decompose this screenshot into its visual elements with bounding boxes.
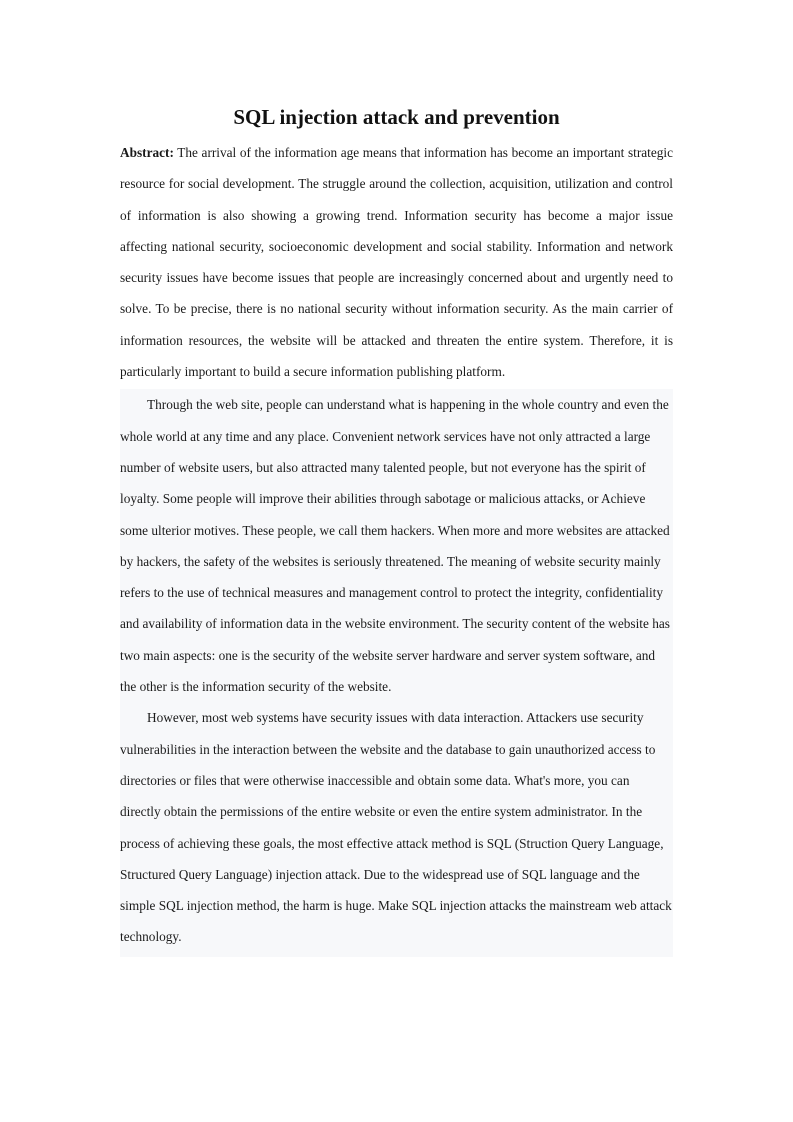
abstract-label: Abstract: (120, 145, 174, 160)
body-section (120, 389, 673, 956)
paper-page (120, 100, 673, 957)
body-paragraph-2: However, most web systems have security issues with data interaction. Attackers use security vulnerabilities in the interaction between the website and the database to gain unauthorized access to directories or files that were otherwise inaccessible and obtain some data. What's more, you can directly obtain the permissions of the entire website or even the entire system administrator. In the process of achieving these goals, the most effective attack method is SQL (Struction Query Language, Structured Query Language) injection attack. Due to the widespread use of SQL language and the simple SQL injection method, the harm is huge. Make SQL injection attacks the mainstream web attack technology. (120, 710, 672, 945)
body-paragraph-1: Through the web site, people can understand what is happening in the whole country and even the whole world at any time and any place. Convenient network services have not only attracted a large number of website users, but also attracted many talented people, but not everyone has the spirit of loyalty. Some people will improve their abilities through sabotage or malicious attacks, or Achieve some ulterior motives. These people, we call them hackers. When more and more websites are attacked by hackers, the safety of the websites is seriously threatened. The meaning of website security mainly refers to the use of technical measures and management control to protect the integrity, confidentiality and availability of information data in the website environment. The security content of the website has two main aspects: one is the security of the website server hardware and server system software, and the other is the information security of the website. (120, 397, 670, 695)
abstract-text: The arrival of the information age means that information has become an important strategic resource for social development. The struggle around the collection, acquisition, utilization and control of information is also showing a growing trend. Information security has become a major issue affecting national security, socioeconomic development and social stability. Information and network security issues have become issues that people are increasingly concerned about and urgently need to solve. To be precise, there is no national security without information security. As the main carrier of information resources, the website will be attacked and threaten the entire system. Therefore, it is particularly important to build a secure information publishing platform. (120, 145, 673, 380)
paper-title: SQL injection attack and prevention (233, 105, 560, 129)
abstract-paragraph (120, 137, 673, 387)
